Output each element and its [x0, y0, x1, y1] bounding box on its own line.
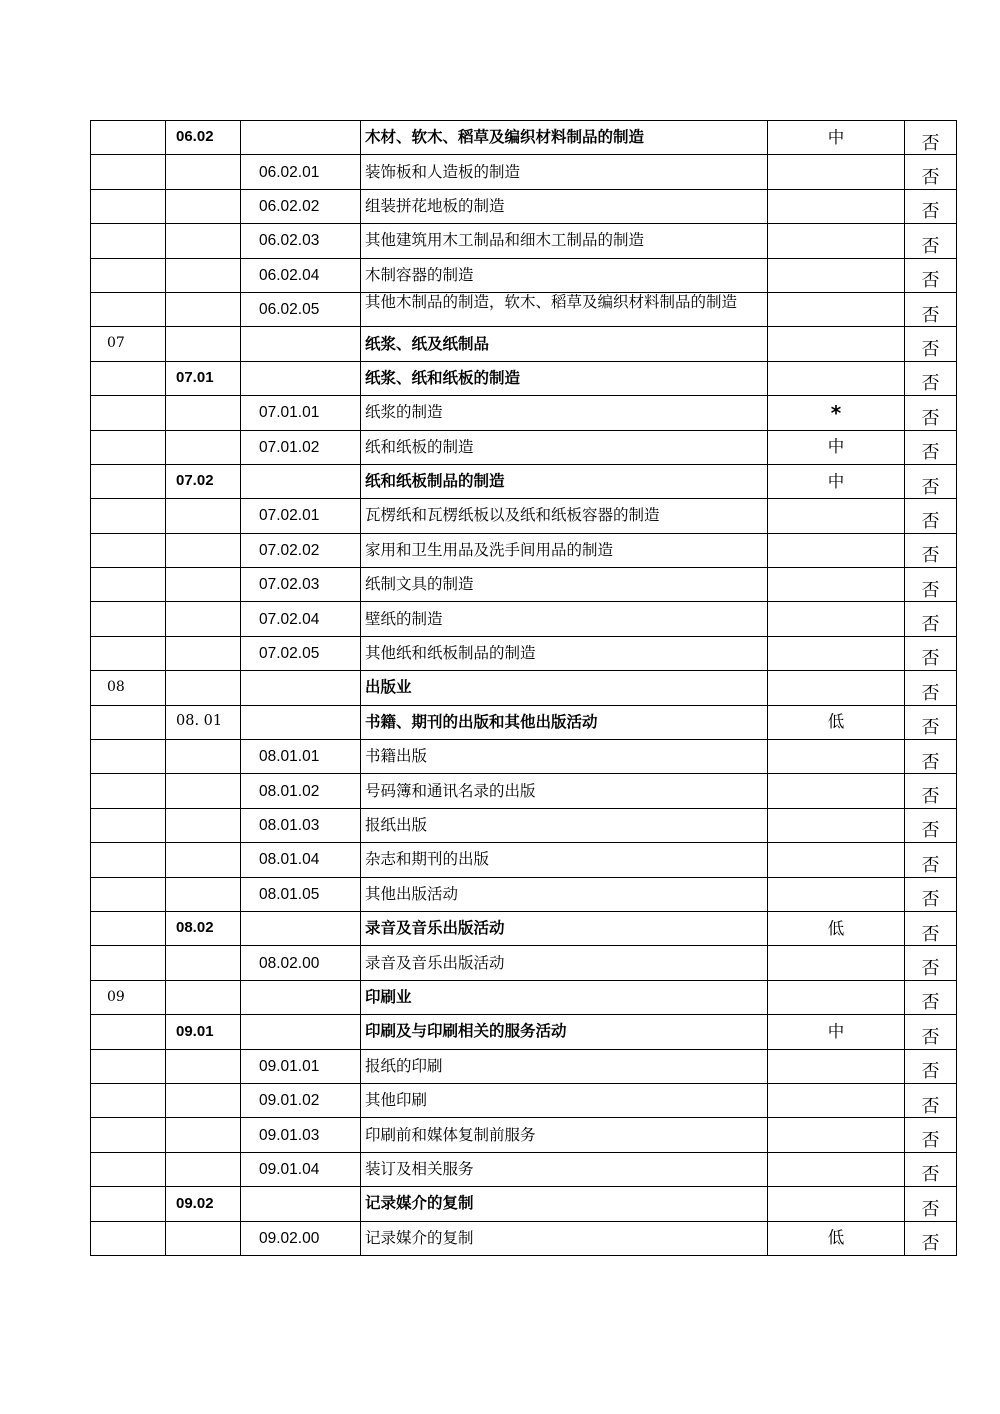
group-code-cell [166, 1083, 241, 1117]
group-code-cell [166, 430, 241, 464]
table-row [91, 1152, 957, 1186]
risk-level-cell [768, 533, 905, 567]
description-cell: 记录媒介的复制 [361, 1221, 768, 1255]
industry-classification-table [90, 120, 957, 1256]
risk-level-cell: 低 [768, 911, 905, 945]
description-cell: 印刷前和媒体复制前服务 [361, 1118, 768, 1152]
section-code-cell [91, 1152, 166, 1186]
risk-level-cell [768, 224, 905, 258]
flag-cell: 否 [905, 911, 957, 945]
description-cell: 报纸的印刷 [361, 1049, 768, 1083]
description-cell: 装饰板和人造板的制造 [361, 155, 768, 189]
flag-cell: 否 [905, 1187, 957, 1221]
risk-level-cell [768, 1152, 905, 1186]
risk-level-cell [768, 980, 905, 1014]
description-cell: 瓦楞纸和瓦楞纸板以及纸和纸板容器的制造 [361, 499, 768, 533]
description-cell: 纸和纸板制品的制造 [361, 464, 768, 498]
flag-cell: 否 [905, 946, 957, 980]
risk-level-cell: 中 [768, 1015, 905, 1049]
flag-cell: 否 [905, 740, 957, 774]
section-code-cell [91, 705, 166, 739]
section-code-cell [91, 121, 166, 155]
group-code-cell [166, 327, 241, 361]
class-code-cell: 07.01.02 [241, 430, 361, 464]
table-row [91, 361, 957, 395]
section-code-cell [91, 1221, 166, 1255]
section-code-cell [91, 224, 166, 258]
table-row [91, 430, 957, 464]
class-code-cell: 09.01.01 [241, 1049, 361, 1083]
section-code-cell [91, 292, 166, 326]
section-code-cell [91, 911, 166, 945]
table-row [91, 224, 957, 258]
description-cell: 纸制文具的制造 [361, 568, 768, 602]
table-row [91, 155, 957, 189]
risk-level-cell [768, 361, 905, 395]
class-code-cell: 09.01.02 [241, 1083, 361, 1117]
group-code-cell: 09.02 [166, 1187, 241, 1221]
flag-cell: 否 [905, 705, 957, 739]
class-code-cell: 08.02.00 [241, 946, 361, 980]
class-code-cell [241, 361, 361, 395]
risk-level-cell [768, 327, 905, 361]
risk-level-cell [768, 946, 905, 980]
description-cell: 录音及音乐出版活动 [361, 946, 768, 980]
class-code-cell: 07.02.05 [241, 636, 361, 670]
description-cell: 壁纸的制造 [361, 602, 768, 636]
risk-level-cell [768, 877, 905, 911]
flag-cell: 否 [905, 1015, 957, 1049]
class-code-cell: 06.02.01 [241, 155, 361, 189]
description-cell: 纸浆、纸及纸制品 [361, 327, 768, 361]
description-cell: 组装拼花地板的制造 [361, 189, 768, 223]
flag-cell: 否 [905, 671, 957, 705]
group-code-cell [166, 774, 241, 808]
group-code-cell: 07.02 [166, 464, 241, 498]
group-code-cell [166, 568, 241, 602]
description-cell: 纸浆、纸和纸板的制造 [361, 361, 768, 395]
description-cell: 报纸出版 [361, 808, 768, 842]
group-code-cell [166, 155, 241, 189]
flag-cell: 否 [905, 224, 957, 258]
class-code-cell: 06.02.05 [241, 292, 361, 326]
risk-level-cell [768, 499, 905, 533]
risk-level-cell [768, 1118, 905, 1152]
risk-level-cell [768, 258, 905, 292]
description-cell: 书籍、期刊的出版和其他出版活动 [361, 705, 768, 739]
section-code-cell [91, 155, 166, 189]
class-code-cell: 09.01.03 [241, 1118, 361, 1152]
flag-cell: 否 [905, 774, 957, 808]
class-code-cell: 06.02.02 [241, 189, 361, 223]
flag-cell: 否 [905, 258, 957, 292]
section-code-cell [91, 946, 166, 980]
description-text: 其他木制品的制造，软木、稻草及编织材料制品的制造 [365, 293, 738, 311]
group-code-cell [166, 1221, 241, 1255]
flag-cell: 否 [905, 1083, 957, 1117]
section-code-cell [91, 1015, 166, 1049]
description-cell: 其他建筑用木工制品和细木工制品的制造 [361, 224, 768, 258]
table-row [91, 1221, 957, 1255]
risk-level-cell [768, 1049, 905, 1083]
risk-level-cell: 低 [768, 1221, 905, 1255]
description-cell: 木制容器的制造 [361, 258, 768, 292]
description-cell: 其他印刷 [361, 1083, 768, 1117]
risk-level-cell [768, 602, 905, 636]
group-code-cell [166, 1118, 241, 1152]
flag-cell: 否 [905, 1118, 957, 1152]
group-code-cell [166, 946, 241, 980]
table-row [91, 292, 957, 326]
section-code-cell [91, 258, 166, 292]
description-cell: 其他出版活动 [361, 877, 768, 911]
risk-level-cell [768, 774, 905, 808]
group-code-cell [166, 224, 241, 258]
flag-cell: 否 [905, 1152, 957, 1186]
class-code-cell: 06.02.04 [241, 258, 361, 292]
section-code-cell [91, 808, 166, 842]
description-cell: 录音及音乐出版活动 [361, 911, 768, 945]
description-cell: 印刷及与印刷相关的服务活动 [361, 1015, 768, 1049]
flag-cell: 否 [905, 189, 957, 223]
group-code-cell [166, 740, 241, 774]
table-row [91, 705, 957, 739]
table-row [91, 774, 957, 808]
group-code-cell: 08. 01 [166, 705, 241, 739]
section-code-cell: 09 [91, 980, 166, 1014]
class-code-cell [241, 1015, 361, 1049]
flag-cell: 否 [905, 361, 957, 395]
group-code-cell [166, 843, 241, 877]
flag-cell: 否 [905, 464, 957, 498]
class-code-cell: 09.01.04 [241, 1152, 361, 1186]
class-code-cell: 08.01.05 [241, 877, 361, 911]
table-row [91, 1083, 957, 1117]
section-code-cell [91, 430, 166, 464]
group-code-cell [166, 671, 241, 705]
flag-cell: 否 [905, 396, 957, 430]
flag-cell: 否 [905, 843, 957, 877]
flag-cell: 否 [905, 1221, 957, 1255]
group-code-cell [166, 1049, 241, 1083]
class-code-cell [241, 327, 361, 361]
class-code-cell: 07.02.04 [241, 602, 361, 636]
table-row [91, 121, 957, 155]
group-code-cell [166, 980, 241, 1014]
class-code-cell: 07.01.01 [241, 396, 361, 430]
table-body [91, 121, 957, 1256]
class-code-cell [241, 121, 361, 155]
class-code-cell [241, 671, 361, 705]
group-code-cell [166, 258, 241, 292]
group-code-cell [166, 396, 241, 430]
group-code-cell [166, 602, 241, 636]
table-row [91, 189, 957, 223]
group-code-cell [166, 877, 241, 911]
section-code-cell [91, 464, 166, 498]
section-code-cell [91, 533, 166, 567]
description-cell: 木材、软木、稻草及编织材料制品的制造 [361, 121, 768, 155]
description-cell [361, 292, 768, 326]
section-code-cell [91, 396, 166, 430]
group-code-cell [166, 189, 241, 223]
class-code-cell [241, 705, 361, 739]
flag-cell: 否 [905, 155, 957, 189]
table-row [91, 327, 957, 361]
table-row [91, 636, 957, 670]
table-row [91, 808, 957, 842]
risk-level-cell: 中 [768, 121, 905, 155]
group-code-cell: 08.02 [166, 911, 241, 945]
table-row [91, 946, 957, 980]
class-code-cell [241, 1187, 361, 1221]
section-code-cell [91, 1083, 166, 1117]
table-row [91, 258, 957, 292]
risk-level-cell [768, 671, 905, 705]
table-row [91, 396, 957, 430]
class-code-cell [241, 464, 361, 498]
class-code-cell: 09.02.00 [241, 1221, 361, 1255]
flag-cell: 否 [905, 430, 957, 464]
risk-level-cell: * [768, 396, 905, 430]
group-code-cell [166, 499, 241, 533]
section-code-cell [91, 189, 166, 223]
flag-cell: 否 [905, 327, 957, 361]
flag-cell: 否 [905, 568, 957, 602]
class-code-cell [241, 911, 361, 945]
risk-level-cell: 中 [768, 430, 905, 464]
class-code-cell: 06.02.03 [241, 224, 361, 258]
table-row [91, 602, 957, 636]
description-cell: 装订及相关服务 [361, 1152, 768, 1186]
table-row [91, 1049, 957, 1083]
risk-level-cell [768, 189, 905, 223]
group-code-cell: 06.02 [166, 121, 241, 155]
risk-level-cell: 中 [768, 464, 905, 498]
flag-cell: 否 [905, 636, 957, 670]
description-cell: 记录媒介的复制 [361, 1187, 768, 1221]
section-code-cell: 08 [91, 671, 166, 705]
section-code-cell [91, 1187, 166, 1221]
risk-level-cell [768, 1083, 905, 1117]
group-code-cell: 09.01 [166, 1015, 241, 1049]
class-code-cell [241, 980, 361, 1014]
table-row [91, 568, 957, 602]
section-code-cell [91, 843, 166, 877]
description-cell: 号码簿和通讯名录的出版 [361, 774, 768, 808]
table-row [91, 1187, 957, 1221]
group-code-cell [166, 636, 241, 670]
class-code-cell: 07.02.01 [241, 499, 361, 533]
flag-cell: 否 [905, 980, 957, 1014]
risk-level-cell [768, 292, 905, 326]
risk-level-cell [768, 636, 905, 670]
table-row [91, 671, 957, 705]
risk-level-cell [768, 568, 905, 602]
description-cell: 印刷业 [361, 980, 768, 1014]
section-code-cell [91, 877, 166, 911]
section-code-cell: 07 [91, 327, 166, 361]
description-cell: 纸和纸板的制造 [361, 430, 768, 464]
table-row [91, 533, 957, 567]
table-row [91, 843, 957, 877]
flag-cell: 否 [905, 292, 957, 326]
group-code-cell: 07.01 [166, 361, 241, 395]
table-row [91, 499, 957, 533]
risk-level-cell [768, 740, 905, 774]
flag-cell: 否 [905, 121, 957, 155]
flag-cell: 否 [905, 602, 957, 636]
risk-level-cell [768, 843, 905, 877]
table-row [91, 877, 957, 911]
description-cell: 杂志和期刊的出版 [361, 843, 768, 877]
group-code-cell [166, 533, 241, 567]
flag-cell: 否 [905, 877, 957, 911]
flag-cell: 否 [905, 808, 957, 842]
group-code-cell [166, 808, 241, 842]
section-code-cell [91, 740, 166, 774]
flag-cell: 否 [905, 533, 957, 567]
risk-level-cell [768, 155, 905, 189]
risk-level-cell [768, 1187, 905, 1221]
description-cell: 纸浆的制造 [361, 396, 768, 430]
description-cell: 家用和卫生用品及洗手间用品的制造 [361, 533, 768, 567]
section-code-cell [91, 636, 166, 670]
table-row [91, 464, 957, 498]
flag-cell: 否 [905, 499, 957, 533]
table-row [91, 980, 957, 1014]
section-code-cell [91, 774, 166, 808]
group-code-cell [166, 1152, 241, 1186]
group-code-cell [166, 292, 241, 326]
table-row [91, 1015, 957, 1049]
flag-cell: 否 [905, 1049, 957, 1083]
class-code-cell: 08.01.02 [241, 774, 361, 808]
table-row [91, 911, 957, 945]
class-code-cell: 07.02.03 [241, 568, 361, 602]
section-code-cell [91, 602, 166, 636]
description-cell: 出版业 [361, 671, 768, 705]
risk-level-cell: 低 [768, 705, 905, 739]
table-row [91, 1118, 957, 1152]
description-cell: 其他纸和纸板制品的制造 [361, 636, 768, 670]
section-code-cell [91, 499, 166, 533]
class-code-cell: 08.01.01 [241, 740, 361, 774]
class-code-cell: 08.01.04 [241, 843, 361, 877]
section-code-cell [91, 361, 166, 395]
risk-level-cell [768, 808, 905, 842]
class-code-cell: 07.02.02 [241, 533, 361, 567]
table-row [91, 740, 957, 774]
section-code-cell [91, 1118, 166, 1152]
class-code-cell: 08.01.03 [241, 808, 361, 842]
section-code-cell [91, 568, 166, 602]
description-cell: 书籍出版 [361, 740, 768, 774]
section-code-cell [91, 1049, 166, 1083]
